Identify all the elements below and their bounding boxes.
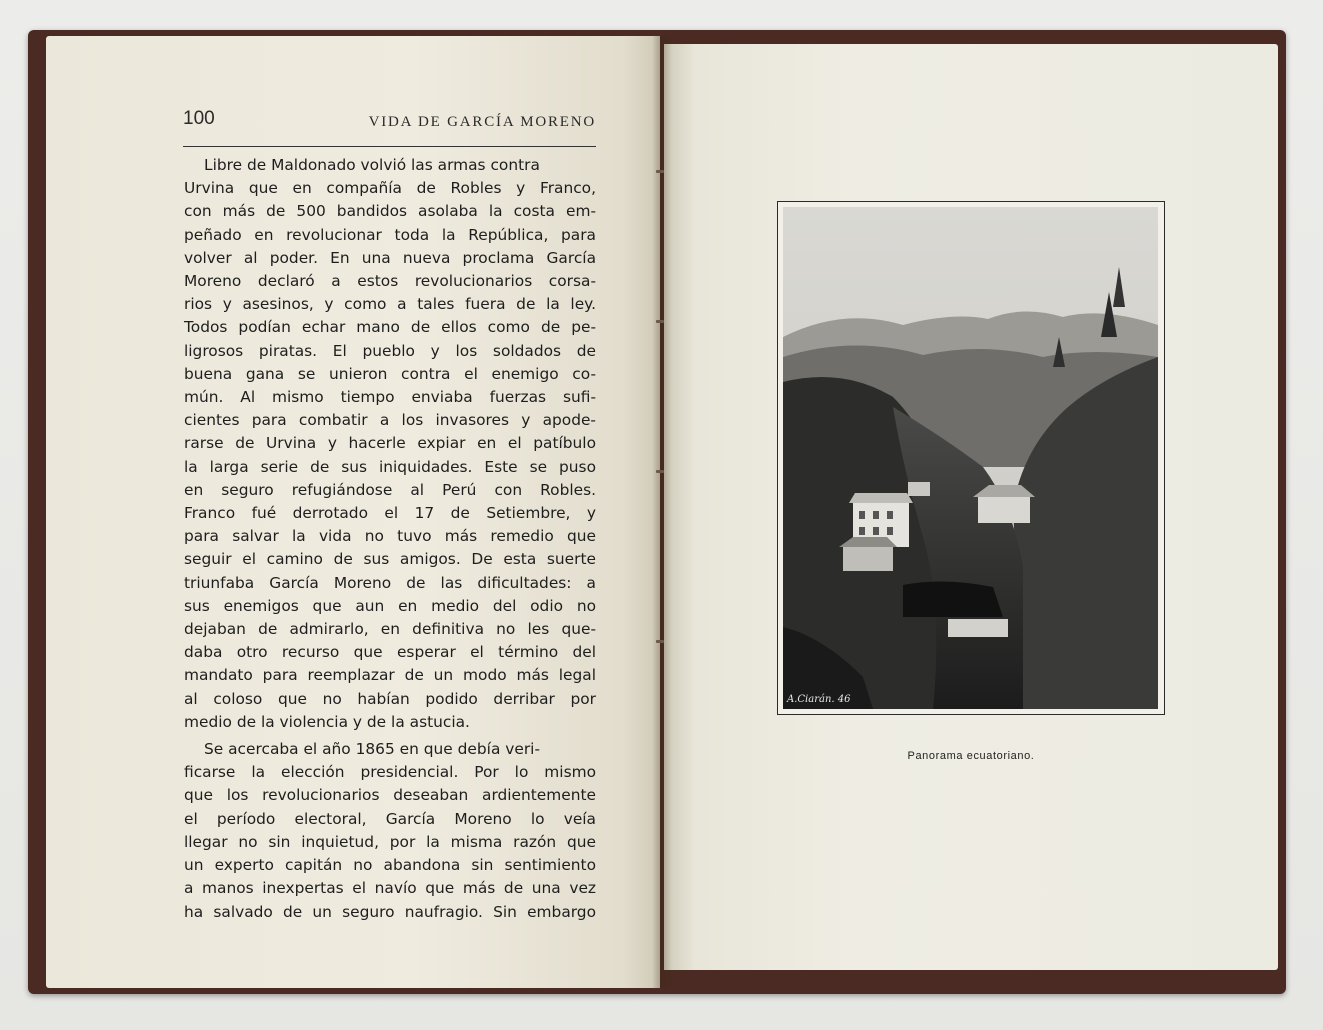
landscape-photo-image <box>783 207 1158 709</box>
page-header <box>183 106 596 147</box>
text-line: medio de la violencia y de la astucia. <box>184 712 470 731</box>
text-line: Todos podían echar mano de ellos como de pe- <box>184 318 596 337</box>
text-line: ligrosos piratas. El pueblo y los soldados de <box>184 341 596 360</box>
binding-stitch <box>656 320 664 323</box>
text-line: ha salvado de un seguro naufragio. Sin embargo <box>184 902 596 921</box>
text-line: mandato para reemplazar de un modo más legal <box>184 666 596 685</box>
text-line: buena gana se unieron contra el enemigo co- <box>184 364 596 383</box>
photo-caption: Panorama ecuatoriano. <box>907 750 1035 762</box>
text-line: volver al poder. En una nueva proclama García <box>184 248 596 267</box>
text-line: Libre de Maldonado volvió las armas contra <box>204 156 540 174</box>
binding-stitch <box>656 470 664 473</box>
text-line: cientes para combatir a los invasores y apode- <box>184 411 596 430</box>
text-line: triunfaba García Moreno de las dificultades: a <box>184 573 596 592</box>
page-number: 100 <box>183 108 215 129</box>
text-line: al coloso que no habían podido derribar por <box>184 689 596 708</box>
text-line: daba otro recurso que esperar el término del <box>184 643 596 662</box>
text-line: en seguro refugiándose al Perú con Robles. <box>184 480 596 499</box>
text-line: un experto capitán no abandona sin sentimiento <box>184 856 596 875</box>
text-line: rios y asesinos, y como a tales fuera de la ley. <box>184 295 596 314</box>
text-line: dejaban de admirarlo, en definitiva no les que- <box>184 620 596 639</box>
text-line: sus enemigos que aun en medio del odio no <box>184 596 596 615</box>
text-line: Se acercaba el año 1865 en que debía veri- <box>204 740 541 759</box>
text-line: llegar no sin inquietud, por la misma razón que <box>184 832 596 851</box>
text-line: Urvina que en compañía de Robles y Franco, <box>184 179 596 198</box>
text-line: el período electoral, García Moreno lo veía <box>184 809 596 828</box>
text-line: para salvar la vida no tuvo más remedio que <box>184 527 596 546</box>
text-line: que los revolucionarios deseaban ardientemente <box>184 786 596 805</box>
text-line: la larga serie de sus iniquidades. Este se puso <box>184 457 596 476</box>
text-line: peñado en revolucionar toda la República, para <box>184 225 596 244</box>
text-line: a manos inexpertas el navío que más de una vez <box>184 879 596 898</box>
running-head: VIDA DE GARCÍA MORENO <box>368 114 596 130</box>
book-gutter <box>652 36 672 988</box>
text-line: con más de 500 bandidos asolaba la costa em- <box>184 202 596 221</box>
body-text <box>184 154 596 924</box>
landscape-photo <box>777 201 1165 715</box>
text-line: mún. Al mismo tiempo enviaba fuerzas sufi- <box>184 388 596 407</box>
text-line: Franco fué derrotado el 17 de Setiembre, y <box>184 504 596 523</box>
text-line: seguir el camino de sus amigos. De esta suerte <box>184 550 596 569</box>
photo-signature: A.Ciarán. 46 <box>787 694 851 705</box>
text-line: rarse de Urvina y hacerle expiar en el patíbulo <box>184 434 596 453</box>
binding-stitch <box>656 170 664 173</box>
text-line: ficarse la elección presidencial. Por lo mismo <box>184 763 596 782</box>
binding-stitch <box>656 640 664 643</box>
text-line: Moreno declaró a estos revolucionarios corsa- <box>184 272 596 291</box>
